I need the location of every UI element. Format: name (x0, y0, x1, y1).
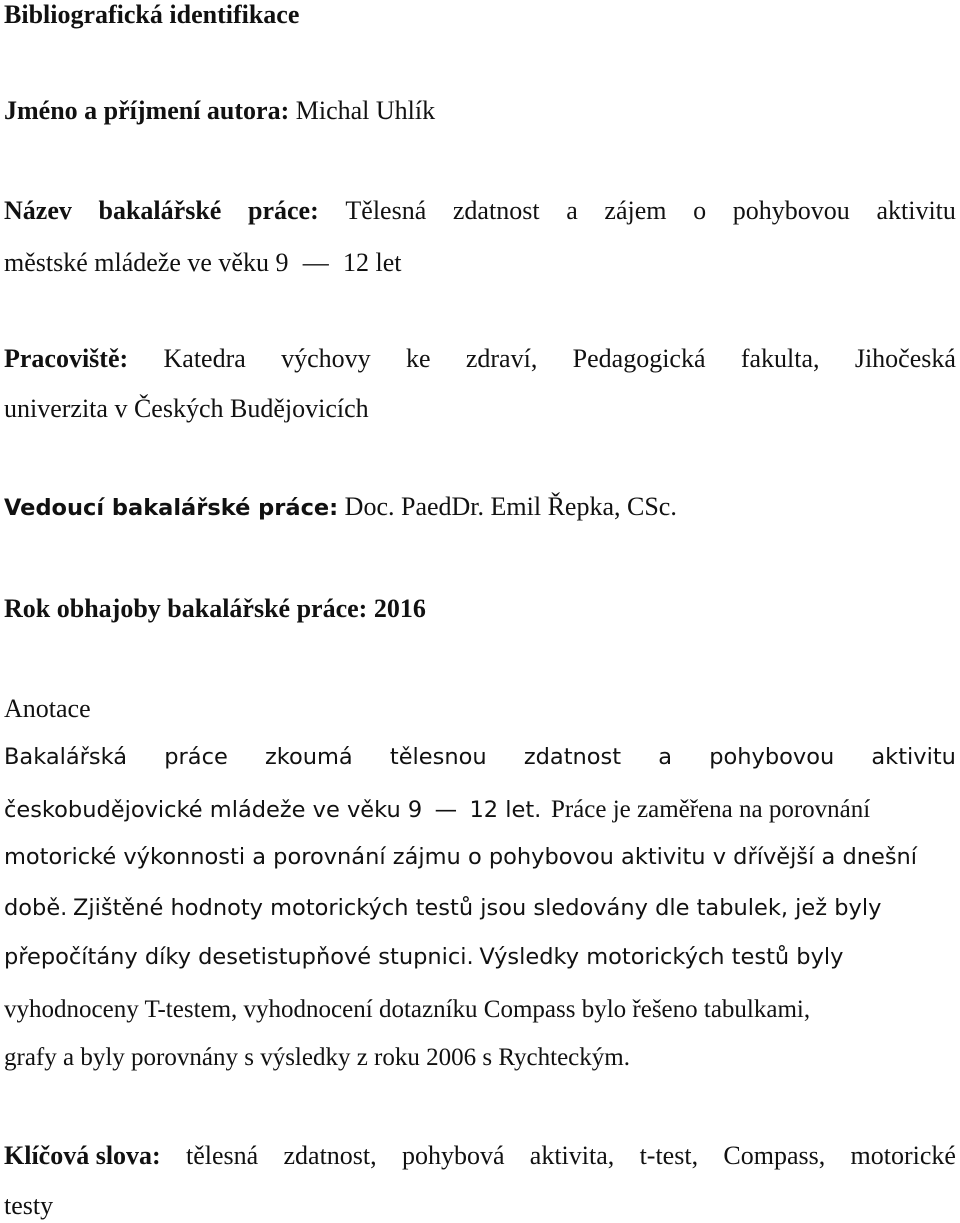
supervisor-value: Doc. PaedDr. Emil Řepka, CSc. (344, 492, 677, 521)
workplace-text-word: fakulta, (740, 344, 820, 373)
workplace-text-word: Pedagogická (572, 344, 706, 373)
annotation-line-6: vyhodnoceny T-testem, vyhodnocení dotazníku Compass bylo řešeno tabulkami, (4, 996, 811, 1023)
title-line-2-start: městské mládeže ve věku 9 (4, 248, 289, 277)
annotation-line-5 (4, 946, 956, 969)
workplace-line-2: univerzita v Českých Budějovicích (4, 394, 369, 423)
title-label-word: práce: (247, 196, 319, 225)
title-label-word: Název (4, 196, 72, 225)
workplace-text-word: ke (405, 344, 431, 373)
author-label: Jméno a příjmení autora: (4, 96, 290, 125)
keywords-line-1 (4, 1143, 956, 1169)
defense-year-line: Rok obhajoby bakalářské práce: 2016 (4, 594, 426, 623)
dash-symbol: — (302, 248, 329, 277)
annotation-line-2-start: českobudějovické mládeže ve věku 9 (4, 797, 423, 823)
keyword-word: aktivita, (529, 1141, 615, 1170)
title-text-word: a (566, 196, 578, 225)
title-text-word: aktivitu (876, 196, 956, 225)
annotation-line-1 (4, 746, 956, 769)
annotation-line-2-serif: Práce je zaměřena na porovnání (550, 796, 871, 823)
annotation-line-2 (4, 797, 956, 822)
annotation-text-word: pohybovou (709, 744, 835, 770)
workplace-text-word: Jihočeská (854, 344, 956, 373)
title-label-word: bakalářské (98, 196, 222, 225)
keyword-word: pohybová (401, 1141, 505, 1170)
dash-symbol: — (434, 797, 458, 823)
keyword-word: tělesná (186, 1141, 259, 1170)
annotation-text-word: tělesnou (389, 744, 487, 770)
annotation-line-5-rest: Výsledky motorických testů byly (479, 944, 844, 970)
workplace-label: Pracoviště: (4, 344, 129, 373)
annotation-text-word: a (658, 744, 673, 770)
annotation-text-word: Bakalářská (4, 744, 128, 770)
annotation-line-2-sans: 12 let. (469, 797, 542, 823)
annotation-text-word: zkoumá (264, 744, 353, 770)
annotation-heading: Anotace (4, 694, 91, 723)
workplace-text-word: Katedra (163, 344, 246, 373)
annotation-line-4-sans: době. (4, 895, 68, 921)
annotation-line-5-sans: přepočítány díky desetistupňové stupnici. (4, 944, 474, 970)
annotation-line-4-rest: Zjištěné hodnoty motorických testů jsou sledovány dle tabulek, jež byly (72, 895, 882, 921)
annotation-line-7: grafy a byly porovnány s výsledky z roku 2006 s Rychteckým. (4, 1044, 630, 1071)
supervisor-line (4, 494, 956, 520)
title-text-word: o (693, 196, 707, 225)
workplace-line-1 (4, 346, 956, 372)
supervisor-label: Vedoucí bakalářské práce: (4, 495, 339, 521)
author-line (4, 98, 956, 124)
keyword-word: Compass, (723, 1141, 826, 1170)
annotation-text-word: aktivitu (871, 744, 956, 770)
annotation-text-word: práce (164, 744, 228, 770)
workplace-text-word: výchovy (281, 344, 371, 373)
title-line-2 (4, 250, 956, 276)
title-line-2-end: 12 let (343, 248, 402, 277)
keywords-label: Klíčová slova: (4, 1141, 161, 1170)
keyword-word: t-test, (639, 1141, 699, 1170)
keywords-line-2: testy (4, 1191, 54, 1220)
title-line-1 (4, 198, 956, 224)
keyword-word: motorické (850, 1141, 956, 1170)
title-text-word: zdatnost (452, 196, 540, 225)
title-text-word: Tělesná (345, 196, 427, 225)
title-text-word: zájem (604, 196, 667, 225)
keyword-word: zdatnost, (283, 1141, 377, 1170)
annotation-text-word: zdatnost (523, 744, 622, 770)
annotation-line-3: motorické výkonnosti a porovnání zájmu o pohybovou aktivitu v dřívější a dnešní (4, 844, 918, 870)
document-heading: Bibliografická identifikace (4, 0, 300, 29)
workplace-text-word: zdraví, (465, 344, 538, 373)
annotation-line-4 (4, 897, 956, 920)
author-value: Michal Uhlík (295, 96, 436, 125)
title-text-word: pohybovou (732, 196, 850, 225)
